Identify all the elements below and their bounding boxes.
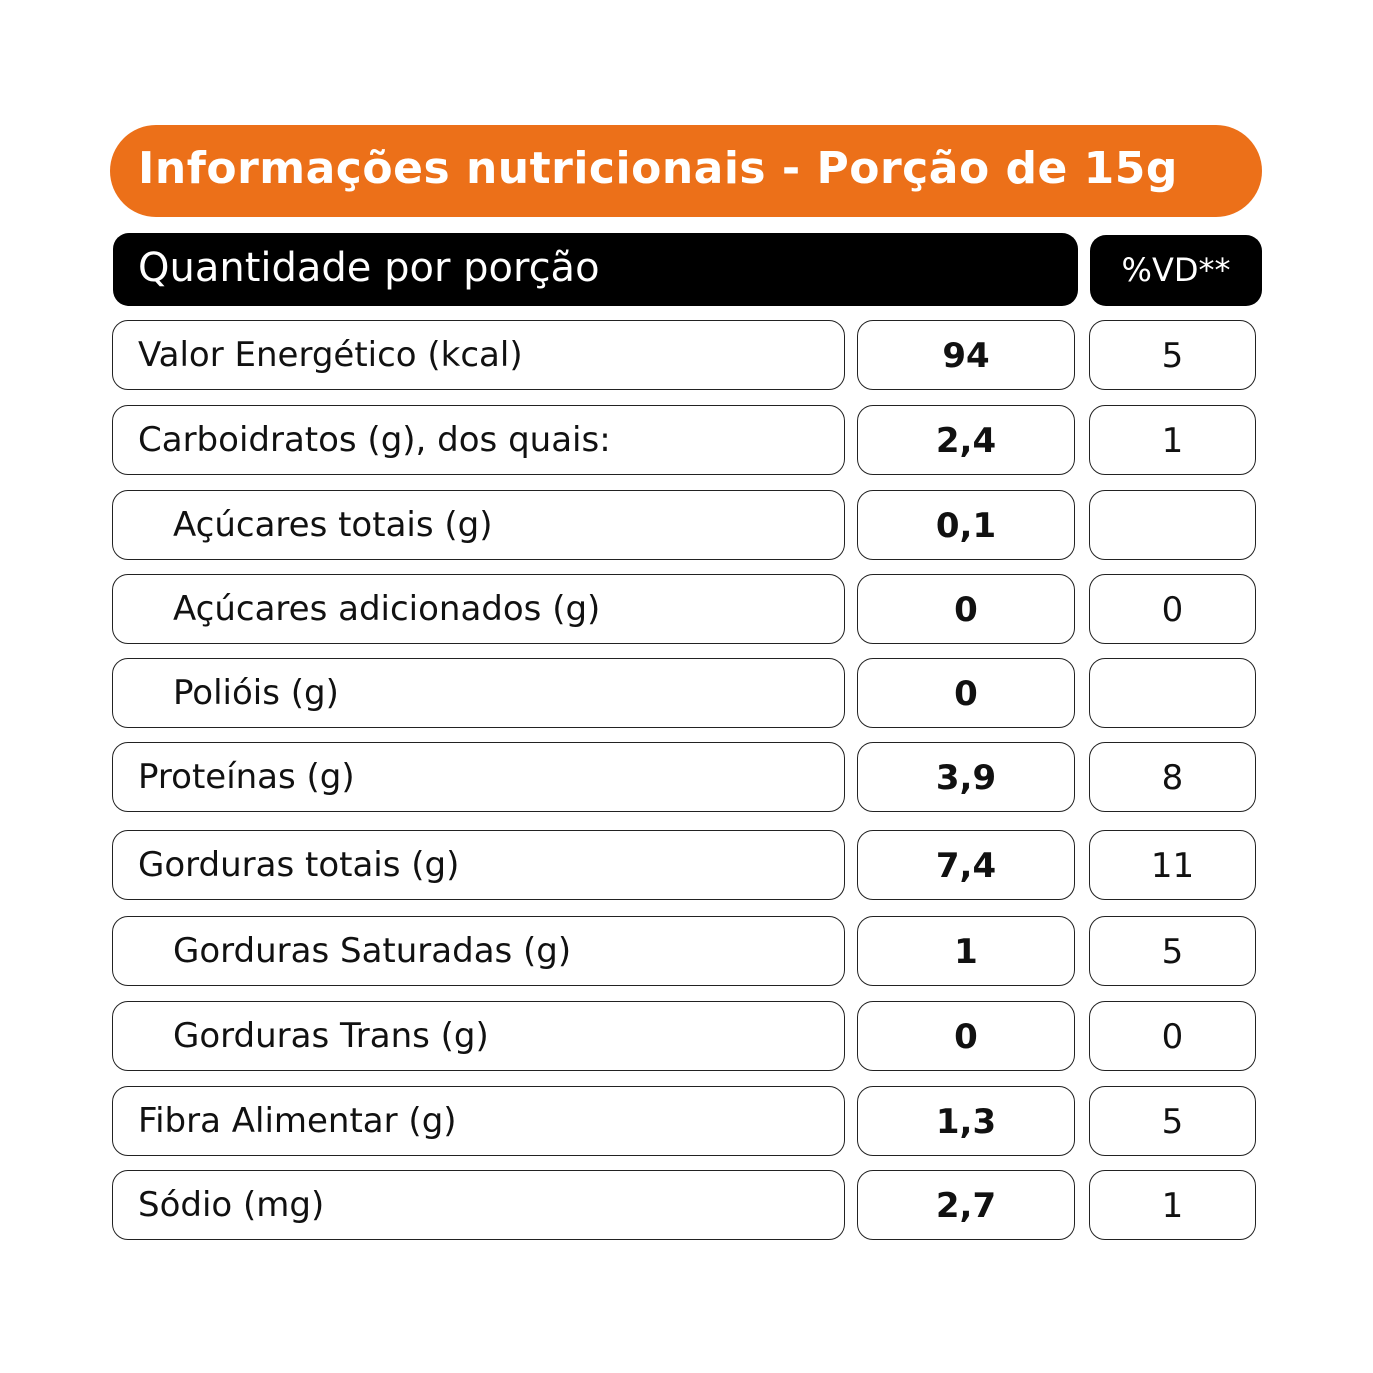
- nutrient-vd-cell: [1089, 320, 1256, 390]
- table-row: [0, 1170, 1373, 1242]
- nutrient-label: Fibra Alimentar (g): [138, 1101, 457, 1141]
- nutrient-value-cell: [857, 320, 1075, 390]
- table-row: [0, 658, 1373, 730]
- quantity-header: [113, 233, 1078, 306]
- nutrient-value-cell: [857, 658, 1075, 728]
- nutrient-label: Sódio (mg): [138, 1185, 325, 1225]
- nutrient-vd: 8: [1161, 758, 1184, 798]
- nutrient-vd: 5: [1161, 336, 1184, 376]
- nutrient-label: Valor Energético (kcal): [138, 335, 523, 375]
- nutrient-vd-cell: [1089, 574, 1256, 644]
- nutrient-label: Gorduras Trans (g): [173, 1016, 489, 1056]
- nutrient-value-cell: [857, 1001, 1075, 1071]
- page-title: Informações nutricionais - Porção de 15g: [138, 143, 1178, 194]
- nutrient-vd-cell: [1089, 742, 1256, 812]
- nutrient-label-cell: [112, 320, 845, 390]
- table-row: [0, 405, 1373, 477]
- nutrient-vd: 5: [1161, 1102, 1184, 1142]
- nutrient-label-cell: [112, 405, 845, 475]
- nutrient-label-cell: [112, 1170, 845, 1240]
- table-row: [0, 1086, 1373, 1158]
- nutrient-vd: 11: [1150, 846, 1195, 886]
- table-row: [0, 490, 1373, 562]
- nutrient-value: 0,1: [935, 506, 997, 546]
- nutrient-value: 94: [942, 336, 990, 376]
- nutrient-value: 0: [954, 1017, 978, 1057]
- nutrient-value-cell: [857, 1086, 1075, 1156]
- nutrient-label: Gorduras totais (g): [138, 845, 460, 885]
- nutrient-value: 7,4: [935, 846, 997, 886]
- title-banner: [110, 125, 1262, 217]
- table-row: [0, 830, 1373, 902]
- nutrient-label-cell: [112, 574, 845, 644]
- nutrient-label-cell: [112, 490, 845, 560]
- nutrient-vd: 0: [1161, 1017, 1184, 1057]
- nutrient-label-cell: [112, 1001, 845, 1071]
- vd-header: [1090, 235, 1262, 306]
- table-row: [0, 1001, 1373, 1073]
- nutrient-label: Polióis (g): [173, 673, 339, 713]
- nutrient-label: Gorduras Saturadas (g): [173, 931, 572, 971]
- nutrient-vd-cell: [1089, 830, 1256, 900]
- nutrient-value: 2,7: [935, 1186, 997, 1226]
- nutrient-label: Açúcares totais (g): [173, 505, 493, 545]
- nutrient-vd-cell: [1089, 405, 1256, 475]
- nutrient-vd: 0: [1161, 590, 1184, 630]
- nutrient-value: 1,3: [935, 1102, 997, 1142]
- nutrient-value: 3,9: [935, 758, 997, 798]
- nutrient-label-cell: [112, 830, 845, 900]
- nutrient-value: 2,4: [935, 421, 997, 461]
- nutrient-value: 0: [954, 674, 978, 714]
- nutrient-label-cell: [112, 916, 845, 986]
- nutrient-value-cell: [857, 405, 1075, 475]
- nutrient-value-cell: [857, 742, 1075, 812]
- nutrient-value-cell: [857, 490, 1075, 560]
- nutrient-value-cell: [857, 1170, 1075, 1240]
- nutrient-value-cell: [857, 830, 1075, 900]
- nutrient-value: 0: [954, 590, 978, 630]
- nutrient-label: Carboidratos (g), dos quais:: [138, 420, 611, 460]
- nutrient-value-cell: [857, 916, 1075, 986]
- nutrient-vd-cell: [1089, 1001, 1256, 1071]
- nutrient-label-cell: [112, 742, 845, 812]
- nutrient-vd-cell: [1089, 1086, 1256, 1156]
- table-row: [0, 916, 1373, 988]
- table-row: [0, 742, 1373, 814]
- nutrient-vd-cell: [1089, 658, 1256, 728]
- nutrient-label: Açúcares adicionados (g): [173, 589, 601, 629]
- nutrient-label-cell: [112, 658, 845, 728]
- nutrient-vd: 1: [1161, 421, 1184, 461]
- vd-header-label: %VD**: [1121, 251, 1231, 289]
- nutrient-label-cell: [112, 1086, 845, 1156]
- nutrient-vd: 1: [1161, 1186, 1184, 1226]
- nutrient-value-cell: [857, 574, 1075, 644]
- quantity-header-label: Quantidade por porção: [138, 245, 600, 291]
- nutrient-vd-cell: [1089, 1170, 1256, 1240]
- nutrient-vd-cell: [1089, 490, 1256, 560]
- nutrient-value: 1: [954, 932, 978, 972]
- nutrient-vd: 5: [1161, 932, 1184, 972]
- nutrient-vd-cell: [1089, 916, 1256, 986]
- table-row: [0, 574, 1373, 646]
- nutrient-label: Proteínas (g): [138, 757, 355, 797]
- table-row: [0, 320, 1373, 392]
